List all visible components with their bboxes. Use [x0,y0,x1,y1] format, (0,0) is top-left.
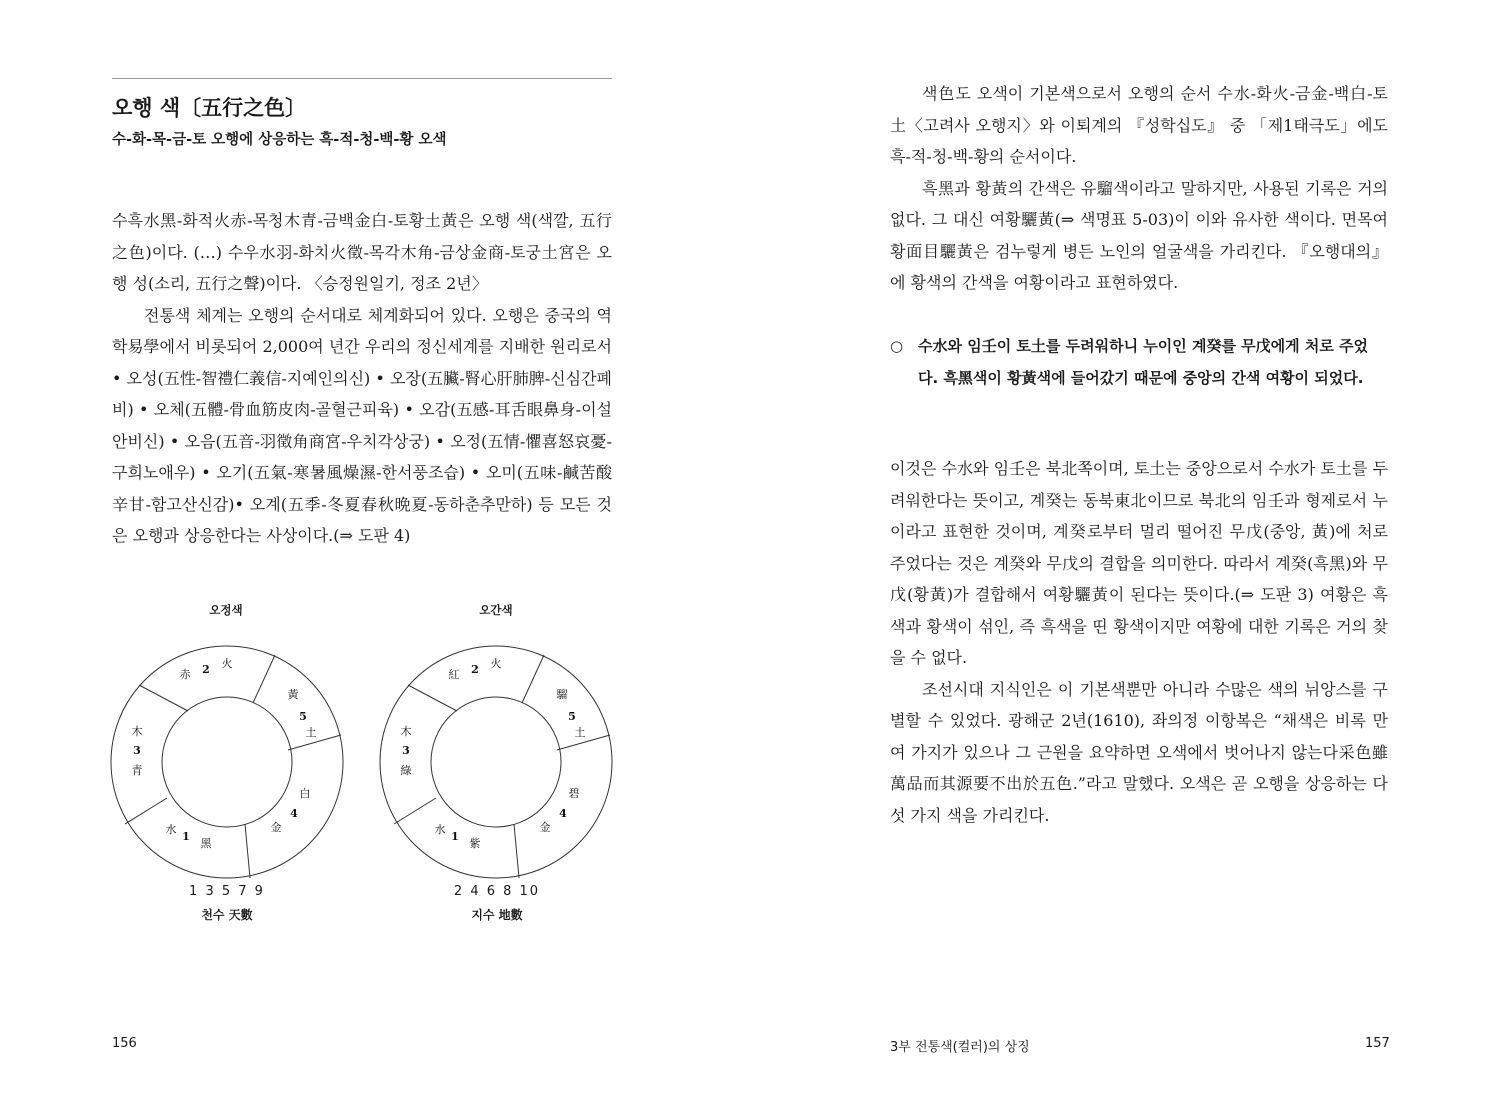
label-metal-color: 碧 [568,787,580,800]
label-water-color: 紫 [469,837,481,850]
label-wood-num: 3 [402,744,410,757]
section-heading: 오행 색〔五行之色〕 [112,96,307,120]
label-earth-color: 騮 [556,688,568,701]
label-wood: 木 [131,725,143,738]
diagram-title-oganseak: 오간색 [479,603,513,617]
label-metal-num: 4 [559,807,567,820]
label-fire-color: 紅 [448,668,460,681]
label-earth: 土 [305,726,317,739]
label-metal: 金 [539,821,551,834]
body-paragraph: 이것은 수水와 임壬은 북北쪽이며, 토土는 중앙으로서 수水가 토土를 두려워한다는 뜻이고, 계癸는 동북東北이므로 북北의 임壬과 형제로서 누이라고 표현한 것이며, 계癸로부터 멀리 떨어진 무戊(중앙, 黃)에 처로 주었다는 것은 계癸와 무戊의 결합을 의미한다. 따라서 계癸(흑黑)와 무戊(황黃)가 결합해서 여황驪黃이 된다는 뜻이다.(⇒ 도판 3) 여황은 흑색과 황색이 섞인, 즉 흑색을 띤 황색이지만 여황에 대한 기록은 거의 찾을 수 없다. [890,459,1388,667]
label-wood-color: 青 [131,764,143,777]
label-earth-num: 5 [299,710,307,723]
label-fire: 火 [490,657,502,670]
label-wood-color: 綠 [400,764,412,777]
label-water-num: 1 [451,830,459,843]
left-body [112,205,612,552]
label-earth: 土 [574,726,586,739]
diagram-caption-earth: 지수 地數 [471,908,523,922]
circle-bullet-icon: ○ [890,337,904,355]
body-paragraph: 조선시대 지식인은 이 기본색뿐만 아니라 수많은 색의 뉘앙스를 구별할 수 있었다. 광해군 2년(1610), 좌의정 이항복은 “채색은 비록 만여 가지가 있으나 그 근원을 요약하면 오색에서 벗어나지 않는다采色雖萬品而其源要不出於五色.”라고 말했다. 오색은 곧 오행을 상응하는 다섯 가지 색을 가리킨다. [890,679,1388,825]
five-elements-diagram-2 [374,640,619,885]
right-body-bottom [890,453,1388,831]
quote-text: 수水와 임壬이 토土를 두려워하니 누이인 계癸를 무戊에게 처로 주었다. 흑黑색이 황黃색에 들어갔기 때문에 중앙의 간색 여황이 되었다. [918,337,1369,387]
label-water: 水 [434,823,446,836]
heading-rule [112,78,612,79]
label-wood: 木 [400,725,412,738]
diagram-numbers-heaven: 1 3 5 7 9 [189,884,265,899]
label-metal-num: 4 [290,807,298,820]
label-wood-num: 3 [133,744,141,757]
label-fire-color: 赤 [179,668,191,681]
section-subheading: 수-화-목-금-토 오행에 상응하는 흑-적-청-백-황 오색 [112,132,447,148]
page-number-right: 157 [1365,1036,1390,1051]
label-water-num: 1 [182,830,190,843]
label-metal-color: 白 [299,787,311,800]
five-elements-diagram-1 [105,640,350,885]
diagram-title-ojeongsaek: 오정색 [209,603,243,617]
label-water: 水 [165,823,177,836]
label-fire: 火 [221,657,233,670]
label-fire-num: 2 [202,663,210,676]
right-body-top [890,78,1388,299]
label-fire-num: 2 [471,663,479,676]
page-number-left: 156 [112,1036,137,1051]
label-earth-num: 5 [568,710,576,723]
diagram-numbers-earth: 2 4 6 8 10 [453,884,541,899]
label-metal: 金 [270,821,282,834]
body-paragraph: 흑黑과 황黃의 간색은 유騮색이라고 말하지만, 사용된 기록은 거의 없다. 그 대신 여황驪黃(⇒ 색명표 5-03)이 이와 유사한 색이다. 면목여황面目驪黃은 검누렇게 병든 노인의 얼굴색을 가리킨다. 『오행대의』에 황색의 간색을 여황이라고 표현하였다. [890,178,1388,292]
quote-paragraph: 수흑水黑-화적火赤-목청木青-금백金白-토황土黃은 오행 색(색깔, 五行之色)이다. (…) 수우水羽-화치火徵-목각木角-금상金商-토궁土宮은 오행 성(소리, 五行之聲)이다. 〈승정원일기, 정조 2년〉 [112,211,612,293]
label-earth-color: 黃 [287,688,299,701]
label-water-color: 黑 [200,837,212,850]
diagram-caption-heaven: 천수 天數 [201,908,253,922]
body-paragraph: 전통색 체계는 오행의 순서대로 체계화되어 있다. 오행은 중국의 역학易學에서 비롯되어 2,000여 년간 우리의 정신세계를 지배한 원리로서 • 오성(五性-智禮仁義信-지예인의신) • 오장(五臟-腎心肝肺脾-신심간폐비) • 오체(五體-骨血筋皮肉-골혈근피육) • 오감(五感-耳舌眼鼻身-이설안비신) • 오음(五音-羽徵角商宮-우치각상궁) • 오정(五情-懼喜怒哀憂-구희노애우) • 오기(五氣-寒暑風燥濕-한서풍조습) • 오미(五味-鹹苦酸辛甘-함고산신감)• 오계(五季-冬夏春秋晩夏-동하춘추만하) 등 모든 것은 오행과 상응한다는 사상이다.(⇒ 도판 4) [112,305,612,545]
boxed-quote [890,330,1370,394]
running-head: 3부 전통색(컬러)의 상징 [890,1040,1030,1055]
body-paragraph: 색色도 오색이 기본색으로서 오행의 순서 수水-화火-금金-백白-토土〈고려사 오행지〉와 이퇴계의 『성학십도』 중 「제1태극도」에도 흑-적-청-백-황의 순서이다. [890,84,1388,166]
